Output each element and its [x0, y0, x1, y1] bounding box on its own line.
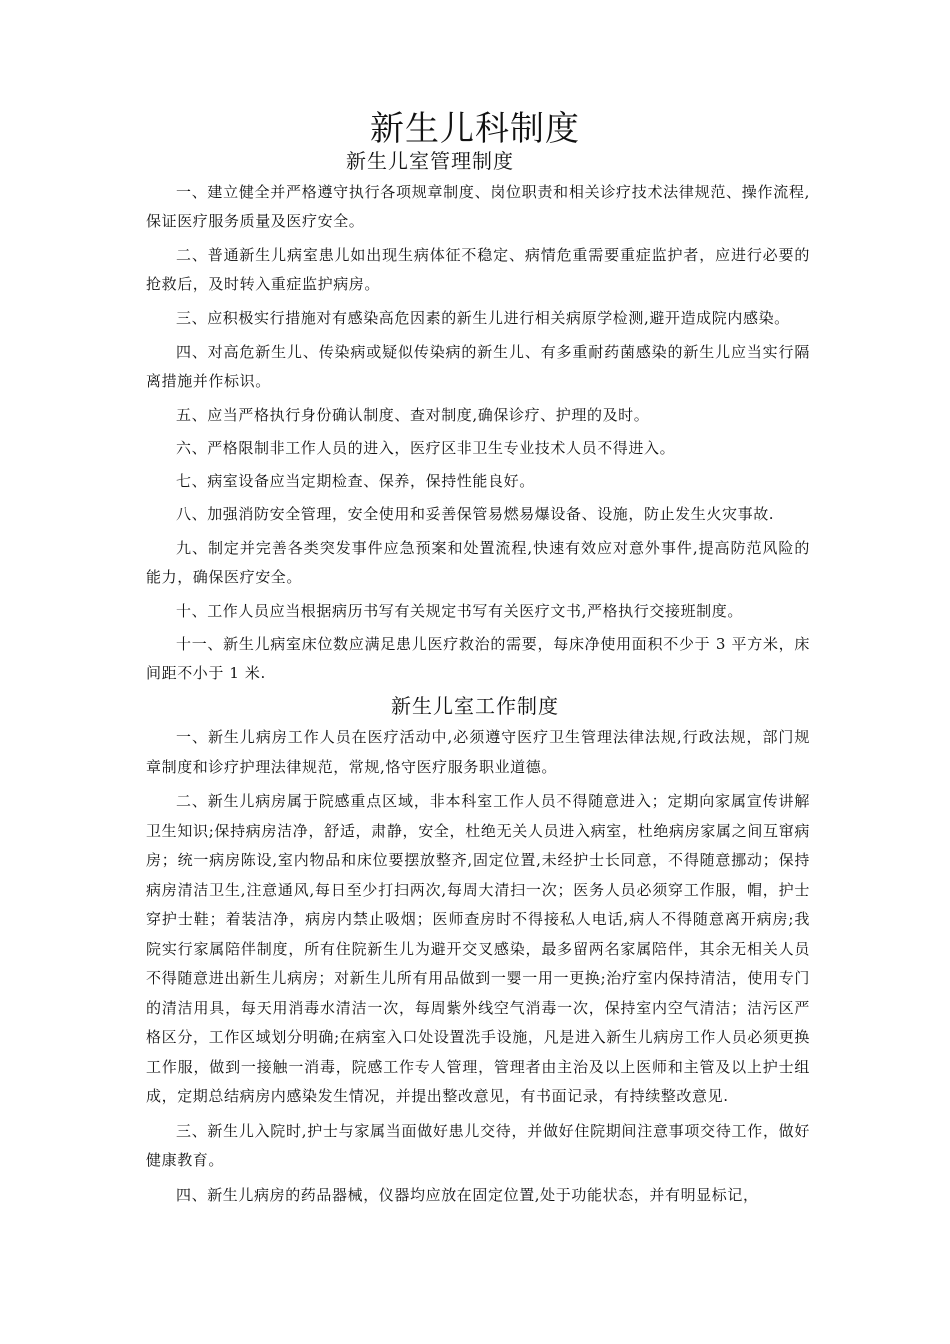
paragraph: 五、应当严格执行身份确认制度、查对制度,确保诊疗、护理的及时。 — [176, 406, 650, 424]
section-title-work: 新生儿室工作制度 — [391, 694, 559, 718]
section-body-work — [146, 723, 810, 1215]
paragraph: 四、新生儿病房的药品器械，仪器均应放在固定位置,处于功能状态，并有明显标记， — [176, 1185, 759, 1204]
paragraph: 一、新生儿病房工作人员在医疗活动中,必须遵守医疗卫生管理法律法规,行政法规，部门规章制度和诊疗护理法律规范，常规,恪守医疗服务职业道德。 — [146, 728, 810, 776]
paragraph: 一、建立健全并严格遵守执行各项规章制度、岗位职责和相关诊疗技术法律规范、操作流程,保证医疗服务质量及医疗安全。 — [146, 183, 810, 230]
section-title-management: 新生儿室管理制度 — [346, 149, 514, 173]
paragraph: 二、新生儿病房属于院感重点区域，非本科室工作人员不得随意进入；定期向家属宣传讲解卫生知识;保持病房洁净，舒适，肃静，安全，杜绝无关人员进入病室，杜绝病房家属之间互窜病房；统一病房陈设,室内物品和床位要摆放整齐,固定位置,未经护士长同意，不得随意挪动；保持病房清洁卫生,注意通风,每日至少打扫两次,每周大清扫一次；医务人员必须穿工作服，帽，护士穿护士鞋；着装洁净，病房内禁止吸烟；医师查房时不得接私人电话,病人不得随意离开病房;我院实行家属陪伴制度，所有住院新生儿为避开交叉感染，最多留两名家属陪伴，其余无相关人员不得随意进出新生儿病房；对新生儿所有用品做到一婴一用一更换;治疗室内保持清洁，使用专门的清洁用具，每天用消毒水清洁一次，每周紫外线空气消毒一次，保持室内空气清洁；洁污区严格区分，工作区域划分明确;在病室入口处设置洗手设施，凡是进入新生儿病房工作人员必须更换工作服，做到一接触一消毒，院感工作专人管理，管理者由主治及以上医师和主管及以上护士组成，定期总结病房内感染发生情况，并提出整改意见，有书面记录，有持续整改意见. — [146, 792, 810, 1105]
paragraph: 二、普通新生儿病室患儿如出现生病体征不稳定、病情危重需要重症监护者，应进行必要的抢救后，及时转入重症监护病房。 — [146, 246, 810, 293]
paragraph: 八、加强消防安全管理，安全使用和妥善保管易燃易爆设备、设施，防止发生火灾事故. — [176, 505, 775, 523]
paragraph: 三、应积极实行措施对有感染高危因素的新生儿进行相关病原学检测,避开造成院内感染。 — [176, 309, 790, 327]
paragraph: 三、新生儿入院时,护士与家属当面做好患儿交待，并做好住院期间注意事项交待工作，做好健康教育。 — [146, 1121, 810, 1169]
paragraph: 十、工作人员应当根据病历书写有关规定书写有关医疗文书,严格执行交接班制度。 — [176, 602, 743, 620]
document-title: 新生儿科制度 — [370, 109, 580, 149]
section-body-management — [146, 178, 810, 693]
paragraph: 十一、新生儿病室床位数应满足患儿医疗救治的需要，每床净使用面积不少于 3 平方米，床间距不小于 1 米. — [146, 635, 810, 682]
paragraph: 七、病室设备应当定期检查、保养，保持性能良好。 — [176, 472, 535, 490]
paragraph: 六、严格限制非工作人员的进入，医疗区非卫生专业技术人员不得进入。 — [176, 439, 676, 457]
paragraph: 四、对高危新生儿、传染病或疑似传染病的新生儿、有多重耐药菌感染的新生儿应当实行隔离措施并作标识。 — [146, 343, 810, 390]
paragraph: 九、制定并完善各类突发事件应急预案和处置流程,快速有效应对意外事件,提高防范风险的能力，确保医疗安全。 — [146, 539, 810, 586]
